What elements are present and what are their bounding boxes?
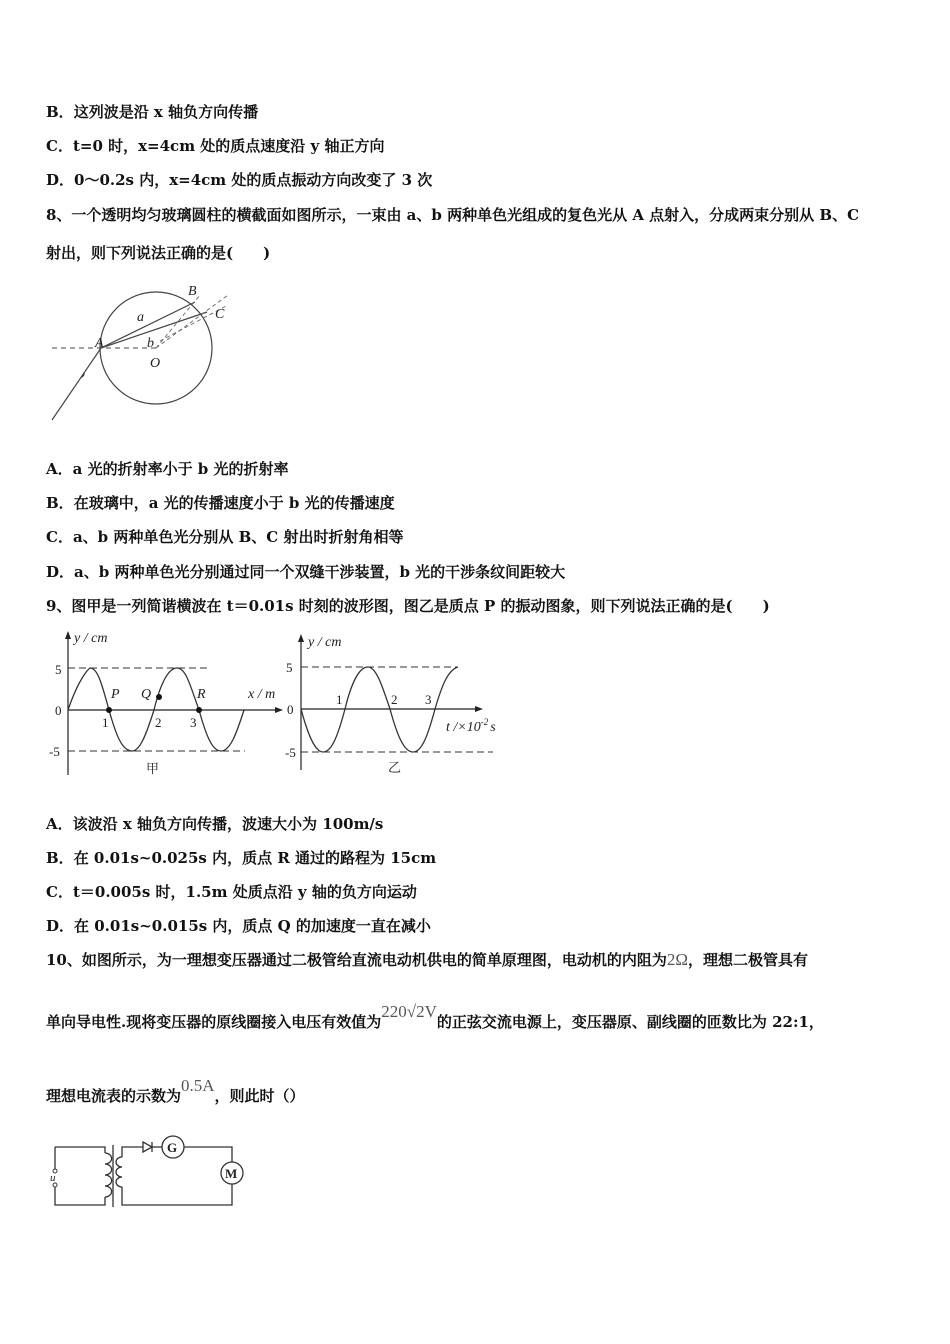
option-letter: D． [46,563,75,581]
option-letter: C． [46,528,73,546]
x-tick-1: 1 [336,692,343,707]
point-r-label: R [197,687,206,702]
option-text: 该波沿 x 轴负方向传播，波速大小为 100m/s [72,815,384,833]
stem-text: 10、如图所示，为一理想变压器通过二极管给直流电动机供电的简单原理图，电动机的内阻为 [46,951,667,969]
x-axis-label: x / m [248,687,276,702]
option-letter: B． [46,103,74,121]
x-tick-2: 2 [155,715,162,730]
option-letter: A． [46,815,73,833]
stem-text: ，则此时（） [214,1087,305,1105]
ray-b-label: b [147,336,154,351]
q8-stem-line2: 射出，则下列说法正确的是( ) [46,244,271,262]
q10-stem-line3 [46,1076,305,1106]
option-text: 0～0.2s 内，x=4cm 处的质点振动方向改变了 3 次 [74,171,433,189]
motor-label: M [225,1166,238,1181]
q9-option-c [46,882,417,902]
y-tick-neg5: -5 [49,744,60,759]
stem-text: 单向导电性.现将变压器的原线圈接入电压有效值为 [46,1013,382,1031]
ray-a-label: a [137,310,144,325]
q7-option-b [46,102,258,122]
wave-graph-jia [40,625,290,780]
option-letter: B． [46,849,74,867]
option-text: 这列波是沿 x 轴负方向传播 [73,103,259,121]
source-u-label: u [50,1172,56,1184]
option-text: 在玻璃中，a 光的传播速度小于 b 光的传播速度 [73,494,395,512]
q9-option-a [46,814,383,834]
figure-caption-jia: 甲 [146,761,160,776]
figure-caption-yi: 乙 [388,760,402,775]
x-tick-3: 3 [190,715,197,730]
q9-option-d [46,916,431,936]
math-resistance: 2Ω [666,950,689,969]
option-text: a、b 两种单色光分别从 B、C 射出时折射角相等 [72,528,404,546]
q8-option-d [46,562,565,582]
point-q-label: Q [141,687,152,702]
q8-option-a [46,459,289,479]
transformer-circuit-diagram [40,1125,260,1220]
q8-option-c [46,527,403,547]
stem-text: 理想电流表的示数为 [46,1087,182,1105]
center-o-label: O [150,356,161,371]
option-text: 在 0.01s~0.025s 内，质点 R 通过的路程为 15cm [73,849,437,867]
stem-text: ，理想二极管具有 [688,951,809,969]
y-tick-5: 5 [55,662,62,677]
point-c-label: C [215,307,225,322]
q7-option-d [46,170,432,190]
option-text: t=0 时，x=4cm 处的质点速度沿 y 轴正方向 [72,137,385,155]
q10-stem-line2 [46,1002,824,1032]
option-letter: B． [46,494,74,512]
option-letter: D． [46,917,75,935]
y-tick-0: 0 [287,702,294,717]
glass-cylinder-diagram [40,275,240,430]
q7-option-c [46,136,384,156]
x-tick-2: 2 [391,692,398,707]
galvanometer-label: G [167,1140,178,1155]
x-axis-label: t $/\times 10^{-2}$ s [446,717,496,735]
point-a-label: A [95,336,104,351]
option-text: a 光的折射率小于 b 光的折射率 [72,460,289,478]
stem-text: 的正弦交流电源上，变压器原、副线圈的匝数比为 22:1， [436,1013,824,1031]
y-axis-label: y / cm [74,631,108,646]
y-axis-label: y / cm [308,635,342,650]
y-tick-0: 0 [55,703,62,718]
option-text: a、b 两种单色光分别通过同一个双缝干涉装置，b 光的干涉条纹间距较大 [74,563,566,581]
option-letter: C． [46,137,73,155]
point-p-label: P [111,687,120,702]
option-letter: A． [46,460,73,478]
q10-stem-line1 [46,950,808,970]
vibration-graph-yi [280,630,520,780]
y-tick-5: 5 [286,660,293,675]
q8-stem-line1: 8、一个透明均匀玻璃圆柱的横截面如图所示，一束由 a、b 两种单色光组成的复色光从 A 点射入，分成两束分别从 B、C [46,206,860,224]
option-letter: C． [46,883,73,901]
q9-option-b [46,848,436,868]
option-letter: D． [46,171,75,189]
x-tick-1: 1 [102,715,109,730]
q9-stem: 9、图甲是一列简谐横波在 t＝0.01s 时刻的波形图，图乙是质点 P 的振动图象，则下列说法正确的是( ) [46,597,770,615]
y-tick-neg5: -5 [285,745,296,760]
option-text: t＝0.005s 时，1.5m 处质点沿 y 轴的负方向运动 [72,883,417,901]
point-b-label: B [188,284,197,299]
x-tick-3: 3 [425,692,432,707]
math-current: 0.5A [181,1076,215,1095]
q8-option-b [46,493,395,513]
math-voltage: 220√2V [381,1002,437,1021]
option-text: 在 0.01s~0.015s 内，质点 Q 的加速度一直在减小 [74,917,431,935]
